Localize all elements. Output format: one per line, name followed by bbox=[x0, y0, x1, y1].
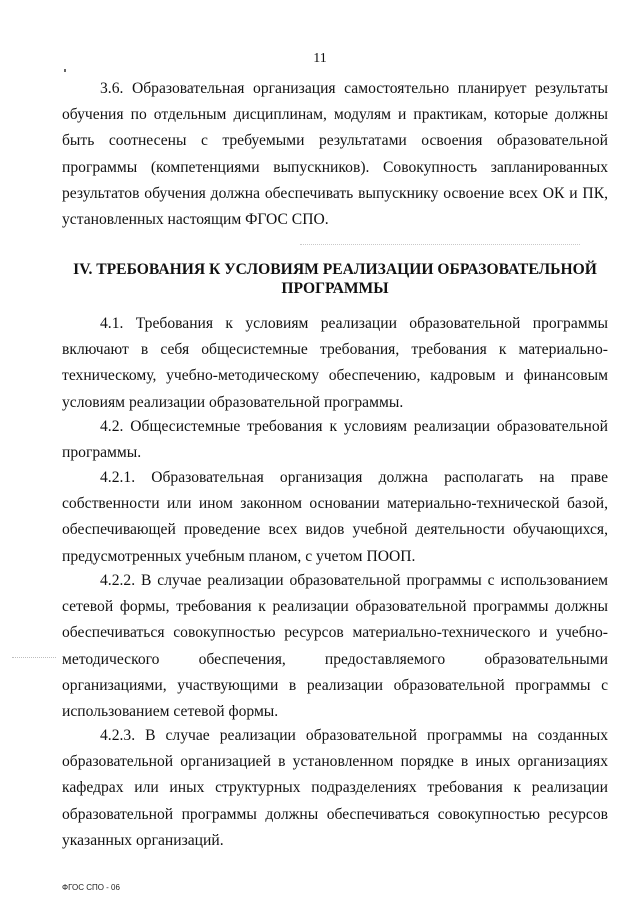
paragraph-4-2: 4.2. Общесистемные требования к условиям реализации образовательной программы. bbox=[62, 418, 608, 462]
page-number: 11 bbox=[313, 51, 327, 66]
page-footer: ФГОС СПО - 06 bbox=[62, 883, 120, 892]
scan-artifact-dot bbox=[64, 69, 66, 72]
paragraph-4-1-block bbox=[62, 311, 608, 416]
paragraph-4-2-1-block bbox=[62, 465, 608, 570]
paragraph-4-2-2: 4.2.2. В случае реализации образовательной программы с использованием сетевой формы, требования к реализации образовательной программы должны обеспечиваться совокупностью ресурсов материально-технического и учебно-методического обеспечения, предоставляемого образовательными организациями, участвующими в реализации образовательной программы с использованием сетевой формы. bbox=[62, 572, 608, 721]
paragraph-3-6-block bbox=[62, 76, 608, 233]
scan-artifact-line bbox=[300, 244, 580, 245]
paragraph-4-2-block bbox=[62, 414, 608, 466]
paragraph-4-2-1: 4.2.1. Образовательная организация должна располагать на праве собственности или ином законном основании материально-технической базой, обеспечивающей проведение всех видов учебной деятельности обучающихся, предусмотренных учебным планом, с учетом ПООП. bbox=[62, 469, 608, 565]
section-heading bbox=[62, 260, 608, 298]
paragraph-3-6: 3.6. Образовательная организация самостоятельно планирует результаты обучения по отдельным дисциплинам, модулям и практикам, которые должны быть соотнесены с требуемыми результатами освоения образовательной программы (компетенциями выпускников). Совокупность запланированных результатов обучения должна обеспечивать выпускнику освоение всех ОК и ПК, установленных настоящим ФГОС СПО. bbox=[62, 80, 608, 229]
section-heading-line2: ПРОГРАММЫ bbox=[281, 280, 389, 297]
section-heading-line1: IV. ТРЕБОВАНИЯ К УСЛОВИЯМ РЕАЛИЗАЦИИ ОБРАЗОВАТЕЛЬНОЙ bbox=[73, 261, 597, 278]
paragraph-4-2-3-block bbox=[62, 723, 608, 854]
scan-artifact-margin-mark bbox=[12, 657, 56, 658]
paragraph-4-1: 4.1. Требования к условиям реализации образовательной программы включают в себя общесистемные требования, требования к материально-техническому, учебно-методическому обеспечению, кадровым и финансовым условиям реализации образовательной программы. bbox=[62, 315, 608, 411]
paragraph-4-2-2-block bbox=[62, 568, 608, 725]
paragraph-4-2-3: 4.2.3. В случае реализации образовательной программы на созданных образовательной организацией в установленном порядке в иных организациях кафедрах или иных структурных подразделениях требования к реализации образовательной программы должны обеспечиваться совокупностью ресурсов указанных организаций. bbox=[62, 727, 608, 849]
